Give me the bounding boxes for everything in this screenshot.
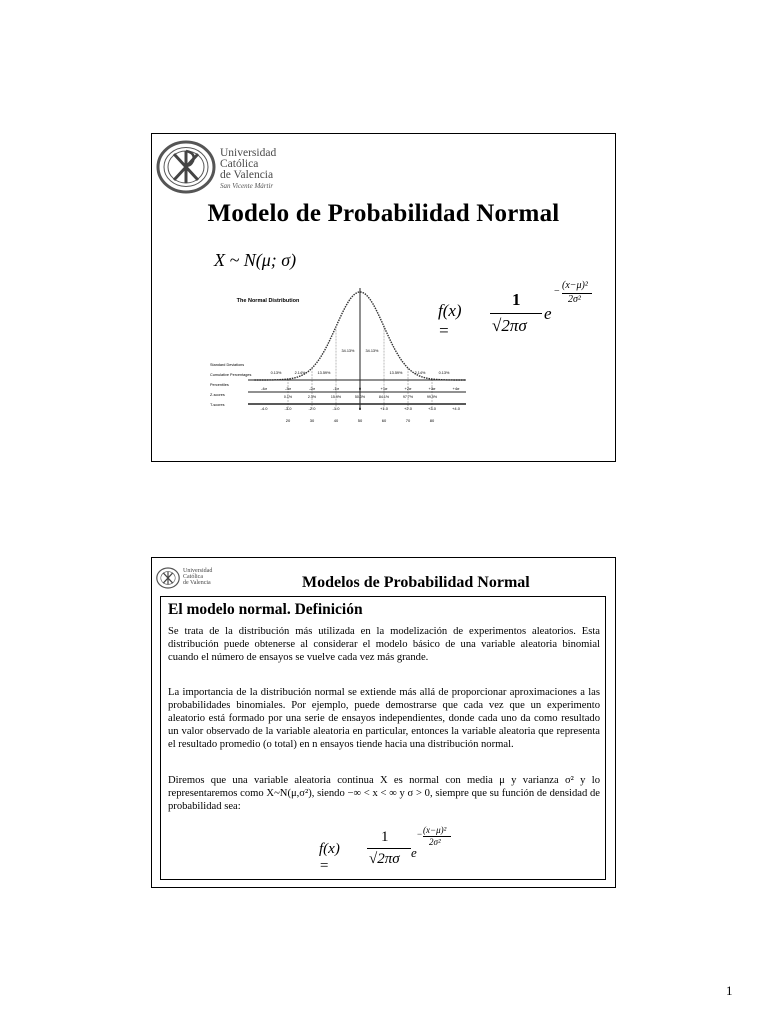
university-name-line2: Católica bbox=[183, 574, 203, 580]
tscore-label: 70 bbox=[405, 418, 411, 423]
sigma-tick-label: +2σ bbox=[404, 386, 412, 391]
paragraph-3: Diremos que una variable aleatoria continua X es normal con media μ y varianza σ² y lo representaremos como X~N(μ,σ²), siendo −∞ < x < ∞ y σ > 0, siempre que su función de densidad de probabilidad sea: bbox=[168, 775, 600, 813]
sigma-tick-label: -2σ bbox=[308, 386, 316, 391]
zscore-label: -4.0 bbox=[260, 406, 268, 411]
paragraph-2: La importancia de la distribución normal se extiende más allá de proporcionar aproximaciones a las probabilidades binomiales. Por ejemplo, puede demostrarse que cada vez que un experimento aleatorio está formado por una serie de ensayos independientes, donde cada uno da como resultado un valor observado de la variable aleatoria en particular, entonces la variable aleatoria que representa el resultado promedio (o total) en n ensayos tiende hacia una distribución normal. bbox=[168, 687, 600, 751]
page-number: 1 bbox=[726, 983, 733, 998]
tscore-label: 80 bbox=[429, 418, 435, 423]
sigma-tick-label: +3σ bbox=[428, 386, 436, 391]
tscore-label: 40 bbox=[333, 418, 339, 423]
row-label: Cumulative Percentages bbox=[210, 373, 252, 377]
formula-numerator: 1 bbox=[381, 829, 389, 845]
tscore-label: 60 bbox=[381, 418, 387, 423]
percent-label: 13.59% bbox=[317, 371, 331, 375]
zscore-label: +4.0 bbox=[452, 406, 460, 411]
percent-label: 0.13% bbox=[438, 371, 450, 375]
section-heading: El modelo normal. Definición bbox=[168, 601, 363, 618]
slide-2 bbox=[151, 557, 616, 888]
formula-denominator: √2πσ bbox=[369, 851, 400, 867]
zscore-label: -3.0 bbox=[284, 406, 292, 411]
percent-label: 34.13% bbox=[365, 349, 379, 353]
definition-box bbox=[160, 596, 606, 880]
university-name-line4: San Vicente Mártir bbox=[220, 182, 274, 190]
percent-label: 13.59% bbox=[389, 371, 403, 375]
university-name-line2: Católica bbox=[220, 158, 259, 170]
formula-base: e bbox=[544, 304, 552, 323]
university-name-line1: Universidad bbox=[183, 568, 213, 574]
chart-heading: The Normal Distribution bbox=[236, 298, 300, 304]
percent-label: 2.14% bbox=[414, 371, 426, 375]
row-label: Standard Deviations bbox=[210, 363, 245, 367]
percent-label: 0.13% bbox=[270, 371, 282, 375]
tscore-label: 50 bbox=[357, 418, 363, 423]
slide-title: Modelo de Probabilidad Normal bbox=[207, 200, 560, 227]
sigma-tick-label: -1σ bbox=[332, 386, 340, 391]
row-label: Percentiles bbox=[210, 383, 229, 387]
university-seal-icon bbox=[156, 566, 180, 590]
cumulative-label: 0.1% bbox=[283, 395, 293, 399]
sigma-tick-label: +4σ bbox=[452, 386, 460, 391]
tscore-label: 30 bbox=[309, 418, 315, 423]
formula-lhs: f(x) = bbox=[438, 301, 462, 340]
row-label: Z-scores bbox=[210, 393, 225, 397]
zscore-label: +1.0 bbox=[380, 406, 388, 411]
normal-notation: X ~ N(μ; σ) bbox=[214, 250, 297, 270]
slide-title: Modelos de Probabilidad Normal bbox=[302, 574, 530, 591]
row-label: T-scores bbox=[210, 403, 225, 407]
university-logo bbox=[156, 140, 296, 194]
cumulative-label: 97.7% bbox=[402, 395, 414, 399]
exponent-sign: − bbox=[554, 286, 560, 297]
exponent-numerator: (x−μ)² bbox=[562, 280, 588, 291]
formula-denominator: √2πσ bbox=[492, 316, 527, 335]
university-seal-icon bbox=[156, 140, 216, 194]
formula-lhs: f(x) = bbox=[319, 841, 340, 874]
sigma-tick-label: +1σ bbox=[380, 386, 388, 391]
fraction-bar bbox=[490, 313, 542, 314]
sigma-tick-label: -3σ bbox=[284, 386, 292, 391]
normal-distribution-chart bbox=[208, 282, 468, 434]
cumulative-label: 2.3% bbox=[307, 395, 317, 399]
zscore-label: +2.0 bbox=[404, 406, 412, 411]
sigma-tick-label: 0 bbox=[358, 386, 362, 391]
university-name-line3: de Valencia bbox=[183, 580, 211, 586]
university-name-line1: Universidad bbox=[220, 147, 277, 159]
cumulative-label: 99.9% bbox=[426, 395, 438, 399]
zscore-label: -1.0 bbox=[332, 406, 340, 411]
fraction-bar bbox=[367, 848, 411, 849]
formula-base: e bbox=[411, 845, 417, 860]
sigma-tick-label: -4σ bbox=[260, 386, 268, 391]
cumulative-label: 50.0% bbox=[354, 395, 366, 399]
tscore-label: 20 bbox=[285, 418, 291, 423]
exponent-sign: − bbox=[417, 829, 423, 839]
zscore-label: -2.0 bbox=[308, 406, 316, 411]
cumulative-label: 15.9% bbox=[330, 395, 342, 399]
formula-numerator: 1 bbox=[512, 290, 521, 309]
cumulative-label: 84.1% bbox=[378, 395, 390, 399]
exponent-denominator: 2σ² bbox=[429, 837, 441, 847]
zscore-label: +3.0 bbox=[428, 406, 436, 411]
exponent-denominator: 2σ² bbox=[568, 294, 581, 305]
university-name-line3: de Valencia bbox=[220, 169, 274, 181]
paragraph-1: Se trata de la distribución más utilizada en la modelización de experimentos aleatorios. Esta distribución puede obtenerse al considerar el modelo básico de una variable aleatoria binomial cuando el número de ensayos se vuelve cada vez más grande. bbox=[168, 626, 600, 664]
zscore-label: 0 bbox=[358, 406, 362, 411]
percent-label: 2.14% bbox=[294, 371, 306, 375]
percent-label: 34.13% bbox=[341, 349, 355, 353]
exponent-numerator: (x−μ)² bbox=[423, 825, 447, 835]
slide-1 bbox=[151, 133, 616, 462]
